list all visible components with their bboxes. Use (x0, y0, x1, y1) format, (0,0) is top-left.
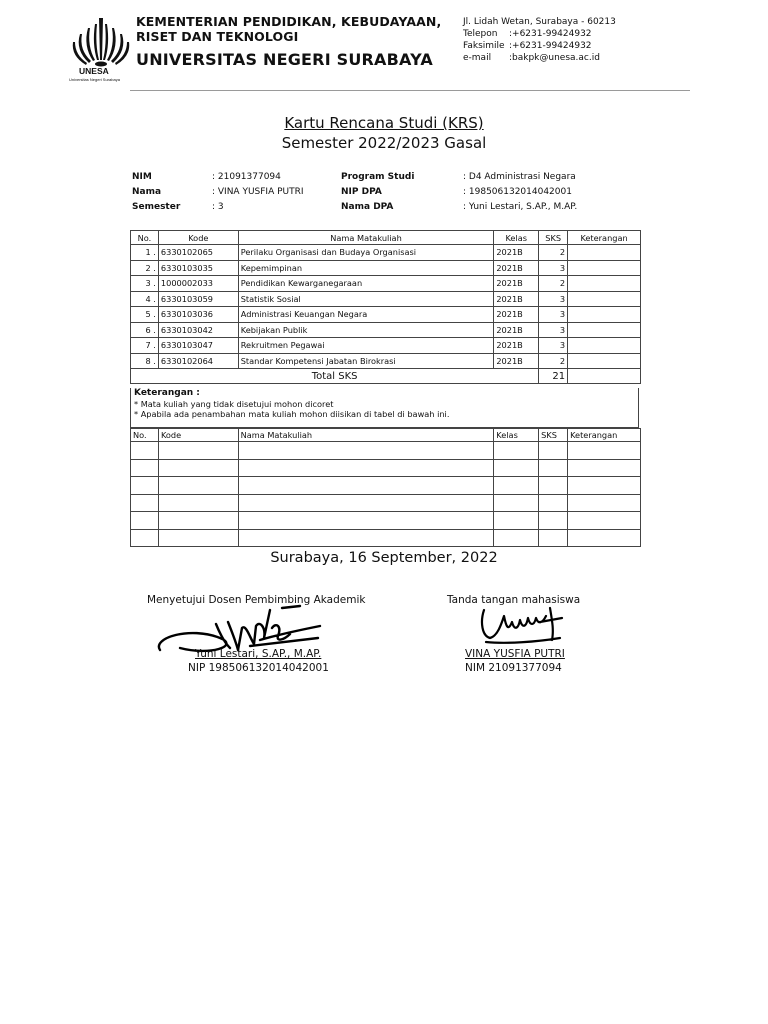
row-no: 7 . (131, 338, 159, 354)
row-no: 8 . (131, 353, 159, 369)
ministry-name (136, 14, 441, 44)
row-nama: Pendidikan Kewarganegaraan (238, 276, 494, 292)
approve-label: Menyetujui Dosen Pembimbing Akademik (147, 594, 366, 606)
unesa-logo-icon (66, 14, 136, 82)
table-row (131, 291, 641, 307)
ministry-line1: KEMENTERIAN PENDIDIKAN, KEBUDAYAAN, (136, 14, 442, 29)
faksimile-value: :+6231-99424932 (509, 41, 592, 51)
notes-heading: Keterangan : (134, 388, 200, 398)
additional-courses-table (130, 428, 641, 547)
email-label: e-mail (463, 53, 492, 63)
row-kode: 6330102064 (158, 353, 238, 369)
row-no: 4 . (131, 291, 159, 307)
row-kode: 6330103036 (158, 307, 238, 323)
add-col-kode-header: Kode (158, 429, 238, 442)
row-sks: 3 (539, 260, 568, 276)
row-kode: 6330103047 (158, 338, 238, 354)
col-kode-header: Kode (158, 231, 238, 245)
telepon-label: Telepon (463, 29, 498, 39)
row-no: 3 . (131, 276, 159, 292)
empty-row[interactable] (131, 512, 641, 530)
row-nama: Standar Kompetensi Jabatan Birokrasi (238, 353, 494, 369)
col-nama-header: Nama Matakuliah (238, 231, 494, 245)
program-info-values (463, 170, 577, 215)
row-ket (568, 338, 641, 354)
row-kode: 6330103042 (158, 322, 238, 338)
col-kelas-header: Kelas (494, 231, 539, 245)
place-date: Surabaya, 16 September, 2022 (270, 550, 498, 566)
namadpa-value: : Yuni Lestari, S.AP., M.AP. (463, 202, 578, 212)
row-kelas: 2021B (494, 353, 539, 369)
add-col-no-header: No. (131, 429, 159, 442)
telepon-value: :+6231-99424932 (509, 29, 592, 39)
add-col-ket-header: Keterangan (568, 429, 641, 442)
faksimile-label: Faksimile (463, 41, 505, 51)
nim-label: NIM (132, 172, 152, 182)
row-sks: 2 (539, 245, 568, 261)
student-info-labels (132, 170, 180, 215)
student-name: VINA YUSFIA PUTRI (465, 648, 565, 660)
row-kelas: 2021B (494, 260, 539, 276)
logo-text: UNESA (79, 66, 109, 76)
row-sks: 3 (539, 291, 568, 307)
row-ket (568, 245, 641, 261)
ministry-line2: RISET DAN TEKNOLOGI (136, 29, 299, 44)
additional-header-row (131, 429, 641, 442)
row-kelas: 2021B (494, 307, 539, 323)
row-kode: 1000002033 (158, 276, 238, 292)
student-info-values (212, 170, 304, 215)
address: Jl. Lidah Wetan, Surabaya - 60213 (463, 17, 616, 27)
table-row (131, 353, 641, 369)
table-row (131, 260, 641, 276)
nipdpa-label: NIP DPA (341, 187, 382, 197)
university-name: UNIVERSITAS NEGERI SURABAYA (136, 50, 433, 69)
row-kode: 6330103035 (158, 260, 238, 276)
empty-row[interactable] (131, 459, 641, 477)
student-nim: NIM 21091377094 (465, 662, 562, 674)
row-kode: 6330103059 (158, 291, 238, 307)
namadpa-label: Nama DPA (341, 202, 394, 212)
row-ket (568, 260, 641, 276)
add-col-sks-header: SKS (539, 429, 568, 442)
table-row (131, 245, 641, 261)
row-nama: Kebijakan Publik (238, 322, 494, 338)
total-ket-empty (568, 369, 641, 384)
empty-row[interactable] (131, 529, 641, 547)
courses-table (130, 230, 641, 384)
nama-label: Nama (132, 187, 162, 197)
table-row (131, 322, 641, 338)
advisor-name: Yuni Lestari, S.AP., M.AP. (195, 648, 322, 660)
row-nama: Kepemimpinan (238, 260, 494, 276)
row-no: 2 . (131, 260, 159, 276)
row-nama: Administrasi Keuangan Negara (238, 307, 494, 323)
courses-header-row (131, 231, 641, 245)
nim-value: : 21091377094 (212, 172, 281, 182)
semester-label: Semester (132, 202, 181, 212)
row-kelas: 2021B (494, 338, 539, 354)
row-nama: Statistik Sosial (238, 291, 494, 307)
prodi-value: : D4 Administrasi Negara (463, 172, 576, 182)
table-row (131, 338, 641, 354)
row-ket (568, 322, 641, 338)
row-sks: 3 (539, 338, 568, 354)
col-ket-header: Keterangan (568, 231, 641, 245)
document-subtitle: Semester 2022/2023 Gasal (281, 134, 487, 152)
row-nama: Rekruitmen Pegawai (238, 338, 494, 354)
add-col-nama-header: Nama Matakuliah (238, 429, 494, 442)
row-no: 5 . (131, 307, 159, 323)
row-nama: Perilaku Organisasi dan Budaya Organisasi (238, 245, 494, 261)
contact-block (463, 16, 616, 64)
logo-subtext: Universitas Negeri Surabaya (69, 77, 120, 82)
row-kelas: 2021B (494, 276, 539, 292)
row-ket (568, 307, 641, 323)
row-ket (568, 276, 641, 292)
row-no: 1 . (131, 245, 159, 261)
row-sks: 2 (539, 276, 568, 292)
notes-line2: * Apabila ada penambahan mata kuliah mohon diisikan di tabel di bawah ini. (134, 409, 450, 419)
empty-row[interactable] (131, 477, 641, 495)
prodi-label: Program Studi (341, 172, 415, 182)
row-ket (568, 353, 641, 369)
row-kelas: 2021B (494, 322, 539, 338)
total-label: Total SKS (131, 369, 539, 384)
col-sks-header: SKS (539, 231, 568, 245)
row-sks: 3 (539, 322, 568, 338)
row-sks: 3 (539, 307, 568, 323)
row-kelas: 2021B (494, 245, 539, 261)
row-kelas: 2021B (494, 291, 539, 307)
nipdpa-value: : 198506132014042001 (463, 187, 572, 197)
table-row (131, 276, 641, 292)
notes-line1: * Mata kuliah yang tidak disetujui mohon dicoret (134, 398, 334, 409)
email-value: :bakpk@unesa.ac.id (509, 53, 600, 63)
total-row (131, 369, 641, 384)
nama-value: : VINA YUSFIA PUTRI (212, 187, 304, 197)
student-sign-label: Tanda tangan mahasiswa (447, 594, 581, 606)
empty-row[interactable] (131, 442, 641, 460)
row-sks: 2 (539, 353, 568, 369)
program-info-labels (341, 170, 414, 215)
notes-box (130, 388, 639, 428)
add-col-kelas-header: Kelas (494, 429, 539, 442)
semester-value: : 3 (212, 202, 224, 212)
empty-row[interactable] (131, 494, 641, 512)
row-kode: 6330102065 (158, 245, 238, 261)
document-title: Kartu Rencana Studi (KRS) (284, 114, 484, 132)
col-no-header: No. (131, 231, 159, 245)
student-signature-icon (476, 602, 566, 650)
table-row (131, 307, 641, 323)
total-value: 21 (539, 369, 568, 384)
row-ket (568, 291, 641, 307)
row-no: 6 . (131, 322, 159, 338)
advisor-nip: NIP 198506132014042001 (188, 662, 329, 674)
header-divider (130, 90, 690, 91)
